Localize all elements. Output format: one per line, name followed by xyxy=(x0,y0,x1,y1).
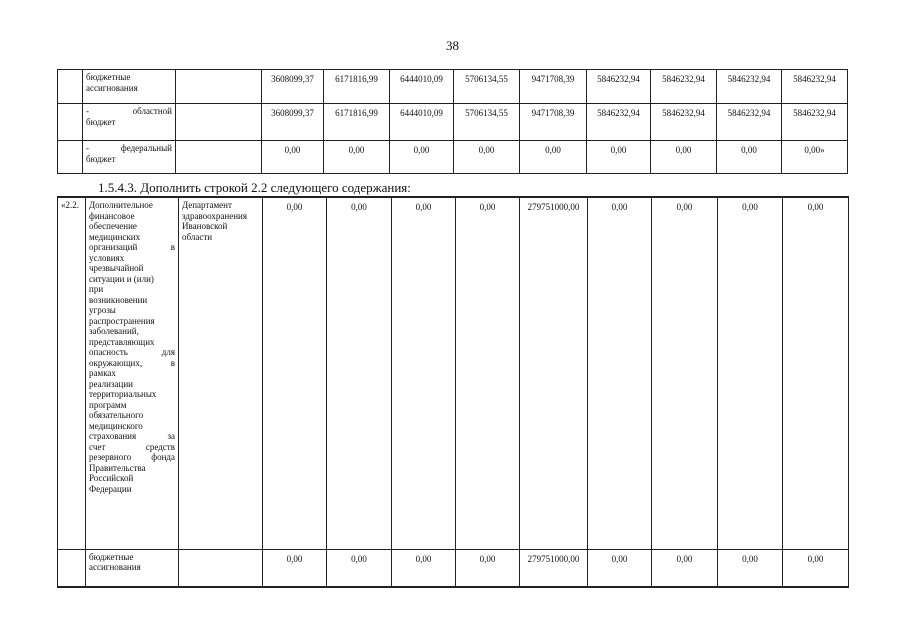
value-cell: 5846232,94 xyxy=(717,104,782,141)
value-cell: 3608099,37 xyxy=(262,70,324,104)
row-label-main: федеральный xyxy=(120,143,172,153)
value-cell: 0,00 xyxy=(588,549,652,587)
measure-name-line: медицинского xyxy=(89,420,143,431)
row-label xyxy=(83,104,176,141)
value-cell: 0,00 xyxy=(652,549,718,587)
value-cell: 0,00» xyxy=(782,141,848,174)
row-label-prefix: - xyxy=(86,143,89,153)
value-cell: 0,00 xyxy=(783,197,849,549)
measure-name-line: обязательного xyxy=(89,410,144,420)
value-cell: 279751000,00 xyxy=(520,549,588,587)
table-row xyxy=(58,197,849,549)
value-cell: 6171816,99 xyxy=(324,104,390,141)
value-cell: 5846232,94 xyxy=(587,70,651,104)
value-cell: 0,00 xyxy=(587,141,651,174)
value-cell: 5846232,94 xyxy=(782,104,848,141)
empty-cell xyxy=(176,141,262,174)
measure-name-line: медицинских xyxy=(89,231,141,242)
empty-cell xyxy=(179,549,263,587)
value-cell: 0,00 xyxy=(263,549,327,587)
page-number: 38 xyxy=(446,38,459,53)
measure-name-line: условиях xyxy=(89,252,125,263)
measure-name-line: обеспечение xyxy=(89,221,137,231)
measure-name-line: Российской xyxy=(89,473,134,483)
row-label-prefix: - xyxy=(86,106,89,116)
value-cell: 5846232,94 xyxy=(651,70,717,104)
bottom-program-table xyxy=(57,196,849,588)
value-cell: 3608099,37 xyxy=(262,104,324,141)
measure-name-line: территориальных xyxy=(89,389,157,399)
measure-name-line: резервного фонда xyxy=(89,452,175,462)
empty-cell xyxy=(176,104,262,141)
value-cell: 0,00 xyxy=(718,549,783,587)
measure-name-line: организаций в xyxy=(89,242,175,252)
value-cell: 279751000,00 xyxy=(520,197,588,549)
measure-name-line: опасность для xyxy=(89,347,175,357)
value-cell: 0,00 xyxy=(327,549,392,587)
row-label-main: областной xyxy=(132,106,172,116)
value-cell: 0,00 xyxy=(717,141,782,174)
value-cell: 0,00 xyxy=(652,197,718,549)
value-cell: 5846232,94 xyxy=(717,70,782,104)
executor: Департамент здравоохранения Ивановской области xyxy=(179,197,263,549)
row-label: бюджетные ассигнования xyxy=(83,70,176,104)
row-number: «2.2. xyxy=(58,197,86,549)
table-row xyxy=(58,549,849,587)
row-label-rest: бюджет xyxy=(86,153,116,164)
value-cell: 0,00 xyxy=(588,197,652,549)
value-cell: 0,00 xyxy=(263,197,327,549)
row-label xyxy=(83,141,176,174)
value-cell: 0,00 xyxy=(456,549,520,587)
value-cell: 6171816,99 xyxy=(324,70,390,104)
value-cell: 5706134,55 xyxy=(454,104,520,141)
empty-cell xyxy=(58,141,83,174)
measure-name-line: чрезвычайной xyxy=(89,263,144,273)
section-heading: 1.5.4.3. Дополнить строкой 2.2 следующего содержания: xyxy=(98,180,411,195)
value-cell: 0,00 xyxy=(718,197,783,549)
empty-cell xyxy=(58,104,83,141)
value-cell: 0,00 xyxy=(456,197,520,549)
row-label-rest: бюджет xyxy=(86,116,116,127)
value-cell: 9471708,39 xyxy=(520,104,587,141)
measure-name-line: реализации xyxy=(89,378,133,389)
measure-name-line: Федерации xyxy=(89,483,132,494)
measure-name-line: программ xyxy=(89,399,127,410)
measure-name-line: представляющих xyxy=(89,336,155,347)
measure-name-line: распространения xyxy=(89,315,155,326)
value-cell: 5706134,55 xyxy=(454,70,520,104)
table-row xyxy=(58,70,848,104)
measure-name-line: Дополнительное xyxy=(89,200,153,210)
measure-name-line: при xyxy=(89,284,104,294)
table-row xyxy=(58,141,848,174)
measure-name-line: окружающих, в xyxy=(89,357,175,368)
value-cell: 9471708,39 xyxy=(520,70,587,104)
row-label: бюджетные ассигнования xyxy=(86,549,179,587)
value-cell: 0,00 xyxy=(392,197,456,549)
empty-cell xyxy=(58,70,83,104)
value-cell: 5846232,94 xyxy=(651,104,717,141)
measure-name-line: рамках xyxy=(89,368,116,378)
value-cell: 5846232,94 xyxy=(587,104,651,141)
measure-name-line: возникновении xyxy=(89,294,148,305)
empty-cell xyxy=(58,549,86,587)
measure-name-line: счет средств xyxy=(89,441,175,452)
value-cell: 6444010,09 xyxy=(390,104,454,141)
value-cell: 0,00 xyxy=(390,141,454,174)
value-cell: 0,00 xyxy=(651,141,717,174)
value-cell: 0,00 xyxy=(783,549,849,587)
value-cell: 6444010,09 xyxy=(390,70,454,104)
top-budget-table xyxy=(57,69,848,174)
measure-name-line: страхования за xyxy=(89,431,175,441)
value-cell: 0,00 xyxy=(327,197,392,549)
value-cell: 0,00 xyxy=(262,141,324,174)
measure-name-line: заболеваний, xyxy=(89,326,139,336)
table-row xyxy=(58,104,848,141)
measure-name-line: финансовое xyxy=(89,210,135,221)
value-cell: 0,00 xyxy=(392,549,456,587)
measure-name-line: ситуации и (или) xyxy=(89,273,154,284)
value-cell: 5846232,94 xyxy=(782,70,848,104)
empty-cell xyxy=(176,70,262,104)
value-cell: 0,00 xyxy=(324,141,390,174)
value-cell: 0,00 xyxy=(454,141,520,174)
measure-name-line: угрозы xyxy=(89,305,116,315)
measure-name-line: Правительства xyxy=(89,462,146,473)
measure-name xyxy=(86,197,179,549)
value-cell: 0,00 xyxy=(520,141,587,174)
